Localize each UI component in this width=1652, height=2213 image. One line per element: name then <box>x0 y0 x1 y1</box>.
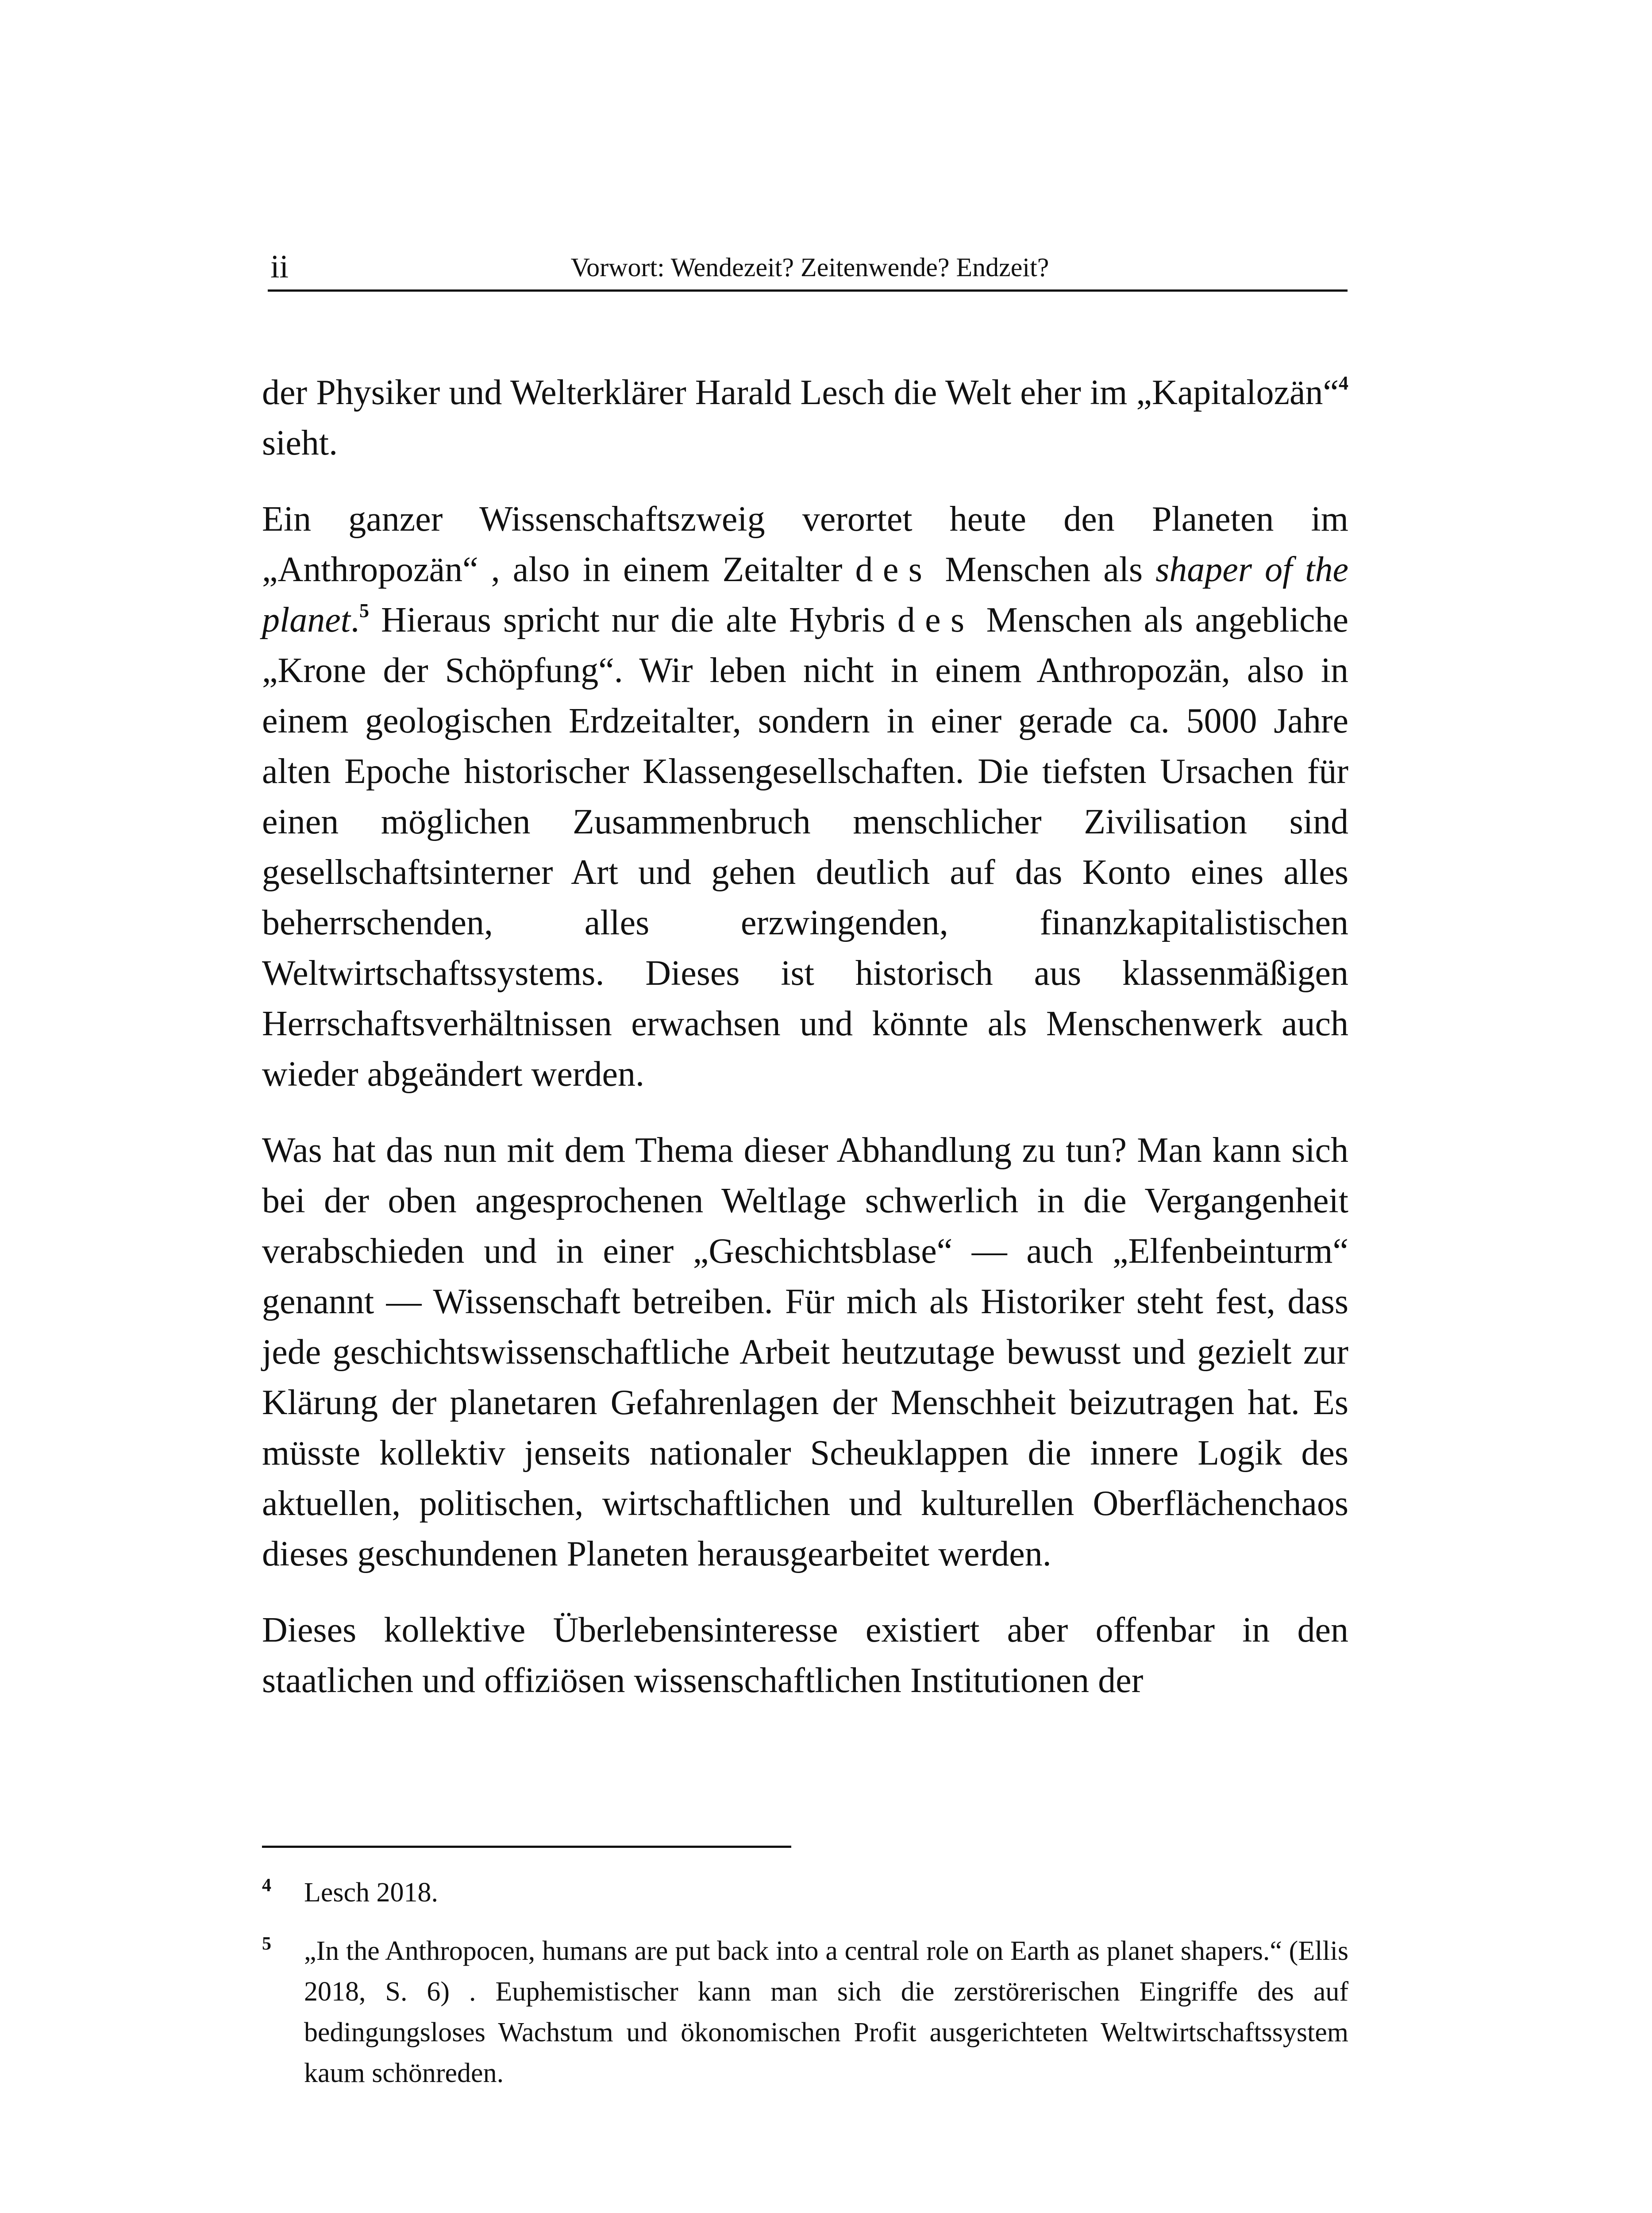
spaced-article-1: des <box>855 550 932 589</box>
paragraph-1-text: der Physiker und Welterklärer Harald Lesch die Welt eher im „Kapitalozän“ <box>262 373 1339 412</box>
main-text <box>262 367 1348 1731</box>
running-title: Vorwort: Wendezeit? Zeitenwende? Endzeit? <box>570 253 1049 282</box>
paragraph-2-text-c: . <box>350 601 359 640</box>
footnote-marker: 5 <box>262 1934 271 1954</box>
italic-phrase: shaper of the planet <box>262 550 1349 640</box>
page-number: ii <box>270 249 289 285</box>
footnote-text: „In the Anthropocen, humans are put back into a central role on Earth as planet shapers.“ (Ellis 2018, S. 6) . Euphemistischer kann man sich die zerstörerischen Eingriffe des auf bedingungsloses Wachstum und ökonomischen Profit ausgerichteten Weltwirtschaftssystem kaum schönreden. <box>304 1936 1348 2088</box>
header-rule <box>268 289 1348 292</box>
running-header <box>268 243 1348 291</box>
footnote-rule <box>262 1846 791 1848</box>
paragraph-3: Was hat das nun mit dem Thema dieser Abhandlung zu tun? Man kann sich bei der oben angesprochenen Weltlage schwerlich in die Vergangenheit verabschieden und in einer „Geschichtsblase“ — auch „Elfenbeinturm“ genannt — Wissenschaft betreiben. Für mich als Historiker steht fest, dass jede geschichtswissenschaftliche Arbeit heutzutage bewusst und gezielt zur Klärung der planetaren Gefahrenlagen der Menschheit beizutragen hat. Es müsste kollektiv jenseits nationaler Scheuklappen die innere Logik des aktuellen, politischen, wirtschaftlichen und kulturellen Oberflächenchaos dieses geschundenen Planeten herausgearbeitet werden. <box>262 1131 1348 1573</box>
footnote-4 <box>262 1872 1348 1913</box>
footnote-ref-5: 5 <box>359 600 369 621</box>
paragraph-2-text-e: Menschen als angebliche „Krone der Schöpfung“. Wir leben nicht in einem Anthropozän, also in einem geologischen Erdzeitalter, sondern in einer gerade ca. 5000 Jahre alten Epoche historischer Klassengesellschaften. Die tiefsten Ursachen für einen möglichen Zusammenbruch menschlicher Zivilisation sind gesellschaftsinterner Art und gehen deutlich auf das Konto eines alles beherrschenden, alles erzwingenden, finanzkapitalistischen Weltwirtschaftssystems. Dieses ist historisch aus klassenmäßigen Herrschaftsverhältnissen erwachsen und könnte als Menschenwerk auch wieder abgeändert werden. <box>262 601 1349 1094</box>
footnote-ref-4: 4 <box>1339 372 1348 394</box>
footnote-marker: 4 <box>262 1875 271 1896</box>
spaced-article-2: des <box>897 601 974 640</box>
footnotes <box>262 1872 1348 2111</box>
paragraph-2-text-a: Ein ganzer Wissenschaftszweig verortet heute den Planeten im „Anthropozän“ , also in einem Zeitalter <box>262 500 1348 589</box>
footnote-5 <box>262 1931 1348 2093</box>
paragraph-2-text-b: Menschen als <box>932 550 1156 589</box>
footnote-text: Lesch 2018. <box>304 1878 439 1908</box>
paragraph-1 <box>262 367 1348 468</box>
paragraph-2-text-d: Hieraus spricht nur die alte Hybris <box>369 601 897 640</box>
paragraph-4: Dieses kollektive Überlebensinteresse existiert aber offenbar in den staatlichen und offiziösen wissenschaftlichen Institutionen der <box>262 1611 1348 1700</box>
paragraph-2 <box>262 494 1348 1099</box>
paragraph-1-text-end: sieht. <box>262 424 338 463</box>
